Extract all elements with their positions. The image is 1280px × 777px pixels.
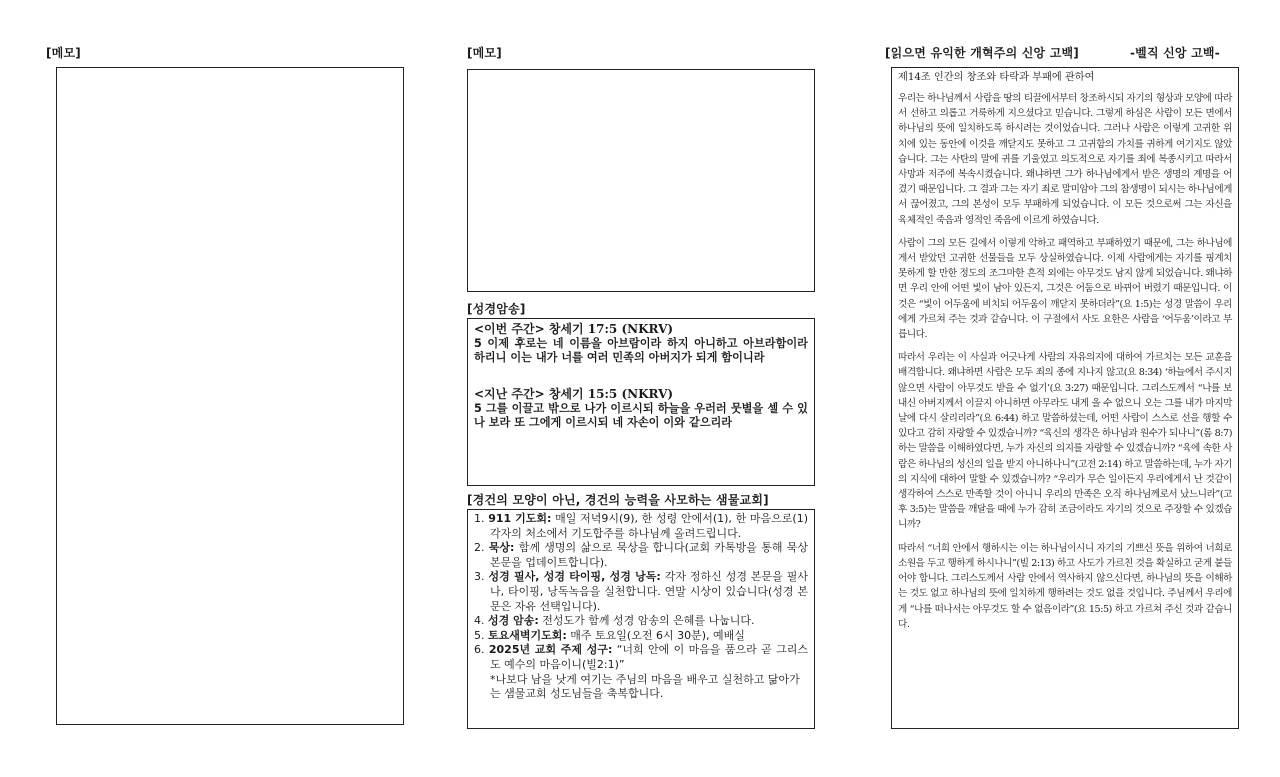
last-week-verse: 5 그를 이끌고 밖으로 나가 이르시되 하늘을 우러러 뭇별을 셀 수 있나 보라 또 그에게 이르시되 네 자손이 이와 같으리라 xyxy=(474,402,808,429)
confession-box xyxy=(891,67,1239,729)
memo-box-middle xyxy=(467,69,815,292)
blessing-note: *나보다 남을 낫게 여기는 주님의 마음을 배우고 실천하고 닮아가는 샘물교회 성도님들을 축복합니다. xyxy=(490,672,800,701)
list-item: 1. 911 기도회: 매일 저녁9시(9), 한 성령 안에서(1), 한 마음으로(1) 각자의 처소에서 기도합주를 하나님께 올려드립니다. xyxy=(474,512,808,540)
church-section-title: [경건의 모양이 아닌, 경건의 능력을 사모하는 샘물교회] xyxy=(467,493,769,507)
confession-tag: -벨직 신앙 고백- xyxy=(1130,46,1220,60)
confession-paragraph: 따라서 “너희 안에서 행하시는 이는 하나님이시니 자기의 기쁘신 뜻을 위하여 너희로 소원을 두고 행하게 하시나니”(빌 2:13) 하고 사도가 가르친 것을 확실하고 굳게 붙들어야 합니다. 그리스도께서 사람 안에서 역사하지 않으신다면, 하나님의 뜻을 이해하는 것도 없고 하나님의 뜻에 일치하게 행하려는 것도 없을 것입니다. 주님께서 우리에게 “나를 떠나서는 아무것도 할 수 없음이라”(요 15:5) 하고 가르쳐 주신 것과 같습니다. xyxy=(898,542,1232,630)
confession-paragraph: 따라서 우리는 이 사실과 어긋나게 사람의 자유의지에 대하여 가르치는 모든 교훈을 배격합니다. 왜냐하면 사람은 모두 죄의 종에 지나지 않고(요 8:34) ‘하늘에서 주시지 않으면 사람이 아무것도 받을 수 없기’(요 3:27) 때문입니다. 그리스도께서 “나를 보내신 아버지께서 이끌지 아니하면 아무라도 내게 올 수 없으니 오는 그를 내가 마지막 날에 다시 살리리라”(요 6:44) 하고 말씀하셨는데, 어떤 사람이 스스로 선을 행할 수 있다고 감히 자랑할 수 있겠습니까? “육신의 생각은 하나님과 원수가 되나니”(롬 8:7) 하는 말씀을 이해하였다면, 누가 자신의 의지를 자랑할 수 있겠습니까? “육에 속한 사람은 하나님의 성신의 일을 받지 아니하나니”(고전 2:14) 하고 말씀하는데, 누가 자기의 지식에 대하여 말할 수 있겠습니까? “우리가 무슨 일이든지 우리에게서 난 것같이 생각하여 스스로 만족할 것이 아니니 우리의 만족은 오직 하나님께로서 났느니라”(고후 3:5)는 말씀을 깨달을 때에 누가 감히 조금이라도 자기의 것으로 주장할 수 있겠습니까? xyxy=(898,352,1232,531)
verse-memorization-box xyxy=(467,318,815,486)
confession-title: [읽으면 유익한 개혁주의 신앙 고백] xyxy=(885,46,1079,60)
verse-memorization-title: [성경암송] xyxy=(467,302,526,316)
list-item: 3. 성경 필사, 성경 타이핑, 성경 낭독: 각자 정하신 성경 본문을 필사나, 타이핑, 낭독녹음을 실천합니다. 연말 시상이 있습니다(성경 본문은 자유 선택입니다). xyxy=(474,570,808,613)
confession-paragraph: 사람이 그의 모든 길에서 이렇게 악하고 패역하고 부패하였기 때문에, 그는 하나님에게서 받았던 고귀한 선물들을 모두 상실하였습니다. 이제 사람에게는 자기를 핑계치 못하게 할 만한 정도의 조그마한 흔적 외에는 아무것도 남지 않게 되었습니다. 왜냐하면 우리 안에 어떤 빛이 남아 있든지, 그것은 어둠으로 바뀌어 버렸기 때문입니다. 이것은 “빛이 어두움에 비치되 어두움이 깨닫지 못하더라”(요 1:5)는 성경 말씀이 우리에게 가르쳐 주는 것과 같습니다. 이 구절에서 사도 요한은 사람을 ‘어두움’이라고 부릅니다. xyxy=(898,237,1232,341)
this-week-verse: 5 이제 후로는 네 이름을 아브람이라 하지 아니하고 아브라함이라 하리니 이는 내가 너를 여러 민족의 아버지가 되게 함이니라 xyxy=(474,337,808,364)
last-week-tag: <지난 주간> xyxy=(474,387,545,401)
list-item: 4. 성경 암송: 전성도가 함께 성경 암송의 은혜를 나눕니다. xyxy=(474,614,755,628)
memo-title-left: [메모] xyxy=(46,46,81,60)
list-item: 6. 2025년 교회 주제 성구: “너희 안에 이 마음을 품으라 곧 그리스도 예수의 마음이니(빌2:1)” xyxy=(474,643,808,671)
article-title: 제14조 인간의 창조와 타락과 부패에 관하여 xyxy=(898,72,1095,83)
memo-title-middle: [메모] xyxy=(467,46,502,60)
list-item: 5. 토요새벽기도회: 매주 토요일(오전 6시 30분), 예배실 xyxy=(474,628,745,642)
last-week-reference xyxy=(474,387,808,402)
this-week-ref: 창세기 17:5 (NKRV) xyxy=(544,322,674,336)
memo-box-left xyxy=(56,67,404,725)
this-week-tag: <이번 주간> xyxy=(474,322,545,336)
last-week-ref: 창세기 15:5 (NKRV) xyxy=(544,387,674,401)
church-activities-box xyxy=(467,509,815,729)
this-week-reference xyxy=(474,322,808,337)
list-item: 2. 묵상: 함께 생명의 삶으로 묵상을 합니다(교회 카톡방을 통해 묵상 본문을 업데이트합니다). xyxy=(474,541,808,569)
confession-paragraph: 우리는 하나님께서 사람을 땅의 티끌에서부터 창조하시되 자기의 형상과 모양에 따라서 선하고 의롭고 거룩하게 지으셨다고 믿습니다. 그렇게 하심은 사람이 모든 면에서 하나님의 뜻에 일치하도록 하시려는 것이었습니다. 그러나 사람은 이렇게 고귀한 위치에 있는 동안에 이것을 깨닫지도 못하고 그 고귀함의 가치를 귀하게 여기지도 않았습니다. 그는 사탄의 말에 귀를 기울였고 의도적으로 자기를 죄에 복종시키고 따라서 사망과 저주에 복속시켰습니다. 왜냐하면 그가 하나님에게서 받은 생명의 계명을 어겼기 때문입니다. 그 결과 그는 자기 죄로 말미암아 그의 참생명이 되시는 하나님에게서 끊어졌고, 그의 본성이 모두 부패하게 되었습니다. 이 모든 것으로써 그는 자신을 육체적인 죽음과 영적인 죽음에 이르게 하였습니다. xyxy=(898,93,1232,226)
church-activities-list xyxy=(474,512,808,673)
